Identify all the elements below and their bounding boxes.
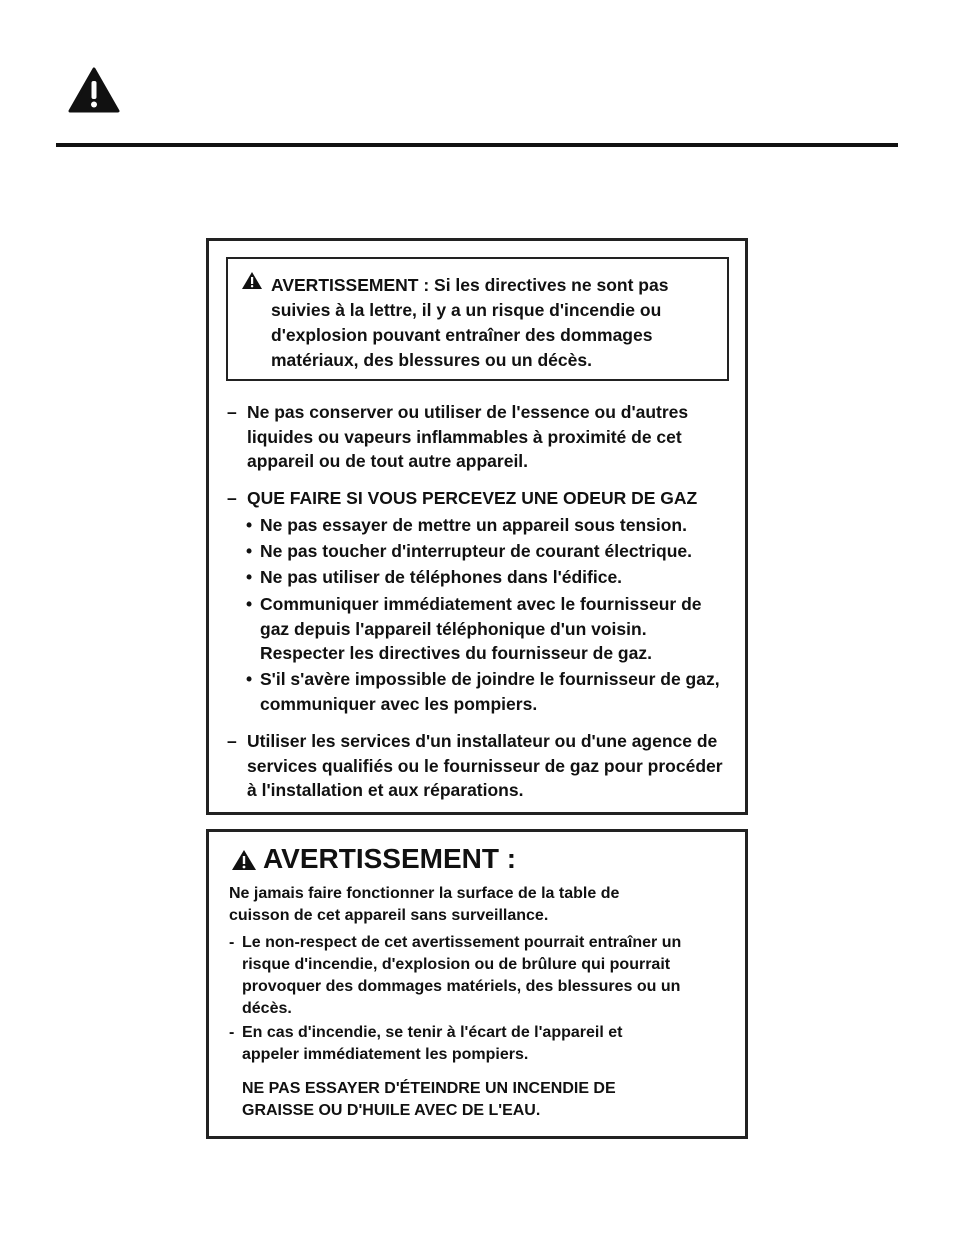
caps-warning: NE PAS ESSAYER D'ÉTEINDRE UN INCENDIE DE GRAISSE OU D'HUILE AVEC DE L'EAU. [242,1080,616,1119]
header-rule [56,143,898,147]
fire-explosion-warning [226,257,729,381]
warning-title: AVERTISSEMENT : [263,843,517,874]
warning-triangle-icon [231,849,257,871]
cooktop-warning-box: AVERTISSEMENT : Ne jamais faire fonctionner la surface de la table de cuisson de cet appareil sans surveillance. - Le non-respect de cet avertissement pourrait entraîner un risque d'incendie, d'explosion ou de brûlure qui pourrait provoquer des dommages matériels, des blessures ou un décès. - En cas d'incendie, se tenir à l'écart de l'appareil et appeler immédiatement les pompiers. NE PAS ESSAYER D'ÉTEINDRE UN INCENDIE DE GRAISSE OU D'HUILE AVEC DE L'EAU. [206,829,748,1139]
warning-triangle-icon [241,271,263,290]
warning-triangle-icon [68,67,120,113]
warning-text: AVERTISSEMENT : Si les directives ne sont pas suivies à la lettre, il y a un risque d'incendie ou d'explosion pouvant entraîner des dommages matériaux, des blessures ou un décès. [271,275,669,370]
gas-warning-box: AVERTISSEMENT : Si les directives ne sont pas suivies à la lettre, il y a un risque d'incendie ou d'explosion pouvant entraîner des dommages matériaux, des blessures ou un décès. – Ne pas conserver ou utiliser de l'essence ou d'autres liquides ou vapeurs inflammables à proximité de cet appareil ou de tout autre appareil. – QUE FAIRE SI VOUS PERCEVEZ UNE ODEUR DE GAZ • Ne pas essayer de mettre un appareil sous tension. • Ne pas toucher d'interrupteur de courant électrique. • Ne pas utiliser de téléphones dans l'édifice. • Communiquer immédiatement avec le fournisseur de gaz depuis l'appareil téléphonique d'un voisin. Respecter les directives du fournisseur de gaz. • S'il s'avère impossible de joindre le fournisseur de gaz, communiquer avec les pompiers. – Utiliser les services d'un installateur ou d'une agence de services qualifiés ou le fournisseur de gaz pour procéder à l'installation et aux réparations. [206,238,748,815]
intro-text: Ne jamais faire fonctionner la surface de la table de cuisson de cet appareil sans surveillance. [229,885,620,924]
